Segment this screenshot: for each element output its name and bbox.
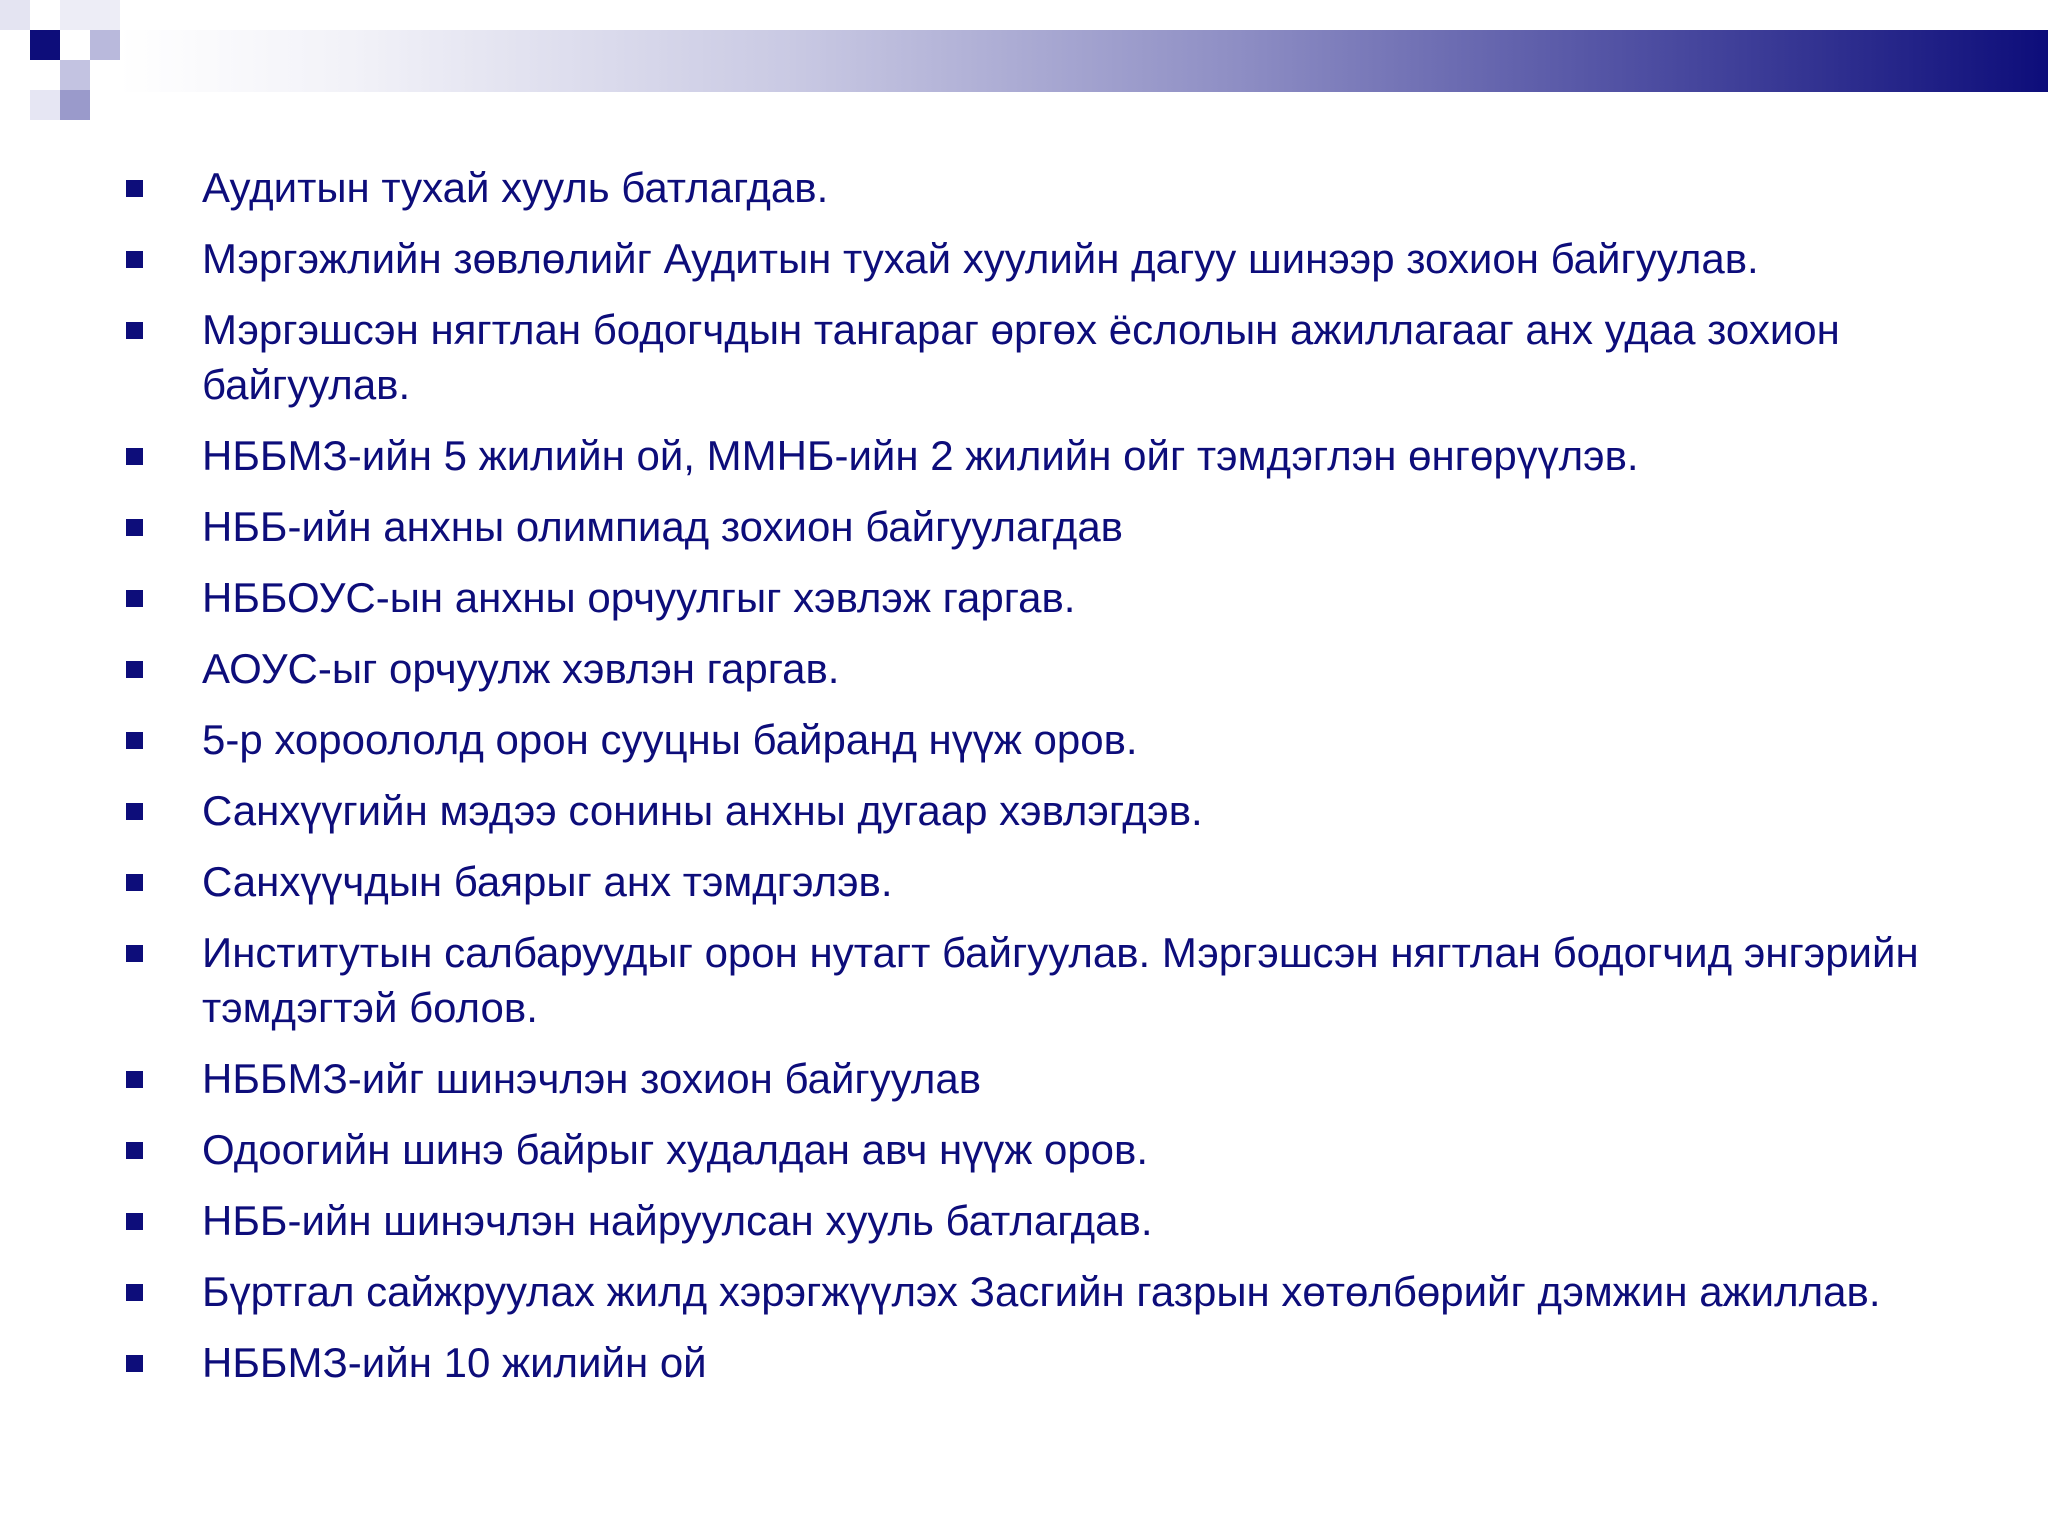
square-bullet-icon [126,1071,143,1088]
list-item-text: Одоогийн шинэ байрыг худалдан авч нүүж оров. [202,1126,1149,1173]
deco-square [0,0,30,30]
list-item-text: Мэргэжлийн зөвлөлийг Аудитын тухай хуулийн дагуу шинээр зохион байгуулав. [202,235,1759,282]
list-item-text: НББ-ийн анхны олимпиад зохион байгуулагдав [202,503,1123,550]
square-bullet-icon [126,251,143,268]
list-item-text: Бүртгал сайжруулах жилд хэрэгжүүлэх Засгийн газрын хөтөлбөрийг дэмжин ажиллав. [202,1268,1881,1315]
list-item [118,499,1978,554]
square-bullet-icon [126,448,143,465]
header-gradient-bar [118,30,2048,92]
bullet-list [118,160,1978,1390]
list-item [118,428,1978,483]
list-item [118,641,1978,696]
square-bullet-icon [126,1355,143,1372]
deco-square [30,60,60,90]
square-bullet-icon [126,945,143,962]
list-item-text: Институтын салбаруудыг орон нутагт байгуулав. Мэргэшсэн нягтлан бодогчид энгэрийн тэмдэгтэй болов. [202,929,1919,1031]
list-item [118,854,1978,909]
list-item-text: НББОУС-ын анхны орчуулгыг хэвлэж гаргав. [202,574,1076,621]
deco-square [60,60,90,90]
list-item [118,1193,1978,1248]
list-item [118,1122,1978,1177]
list-item-text: АОУС-ыг орчуулж хэвлэн гаргав. [202,645,840,692]
deco-square [60,0,120,30]
list-item [118,783,1978,838]
list-item-text: НББМЗ-ийг шинэчлэн зохион байгуулав [202,1055,982,1102]
list-item [118,1335,1978,1390]
bullet-list-container [118,160,1978,1406]
list-item-text: Санхүүчдын баярыг анх тэмдгэлэв. [202,858,893,905]
deco-square [60,30,90,60]
deco-square [60,90,90,120]
square-bullet-icon [126,1284,143,1301]
deco-square [0,30,30,60]
list-item [118,1051,1978,1106]
list-item-text: НББМЗ-ийн 5 жилийн ой, ММНБ-ийн 2 жилийн ойг тэмдэглэн өнгөрүүлэв. [202,432,1639,479]
list-item [118,231,1978,286]
square-bullet-icon [126,180,143,197]
square-bullet-icon [126,874,143,891]
list-item [118,302,1978,412]
list-item-text: НББМЗ-ийн 10 жилийн ой [202,1339,707,1386]
list-item-text: Санхүүгийн мэдээ сонины анхны дугаар хэвлэгдэв. [202,787,1203,834]
list-item [118,925,1978,1035]
square-bullet-icon [126,322,143,339]
corner-squares-decoration [0,0,160,130]
list-item [118,1264,1978,1319]
list-item-text: Мэргэшсэн нягтлан бодогчдын тангараг өргөх ёслолын ажиллагааг анх удаа зохион байгуулав. [202,306,1840,408]
list-item-text: 5-р хороололд орон сууцны байранд нүүж оров. [202,716,1138,763]
deco-square [30,90,60,120]
deco-square [30,30,60,60]
square-bullet-icon [126,1142,143,1159]
square-bullet-icon [126,519,143,536]
square-bullet-icon [126,1213,143,1230]
deco-square [90,30,120,60]
square-bullet-icon [126,661,143,678]
square-bullet-icon [126,803,143,820]
square-bullet-icon [126,732,143,749]
list-item-text: НББ-ийн шинэчлэн найруулсан хууль батлагдав. [202,1197,1153,1244]
square-bullet-icon [126,590,143,607]
list-item-text: Аудитын тухай хууль батлагдав. [202,164,829,211]
list-item [118,570,1978,625]
list-item [118,160,1978,215]
list-item [118,712,1978,767]
